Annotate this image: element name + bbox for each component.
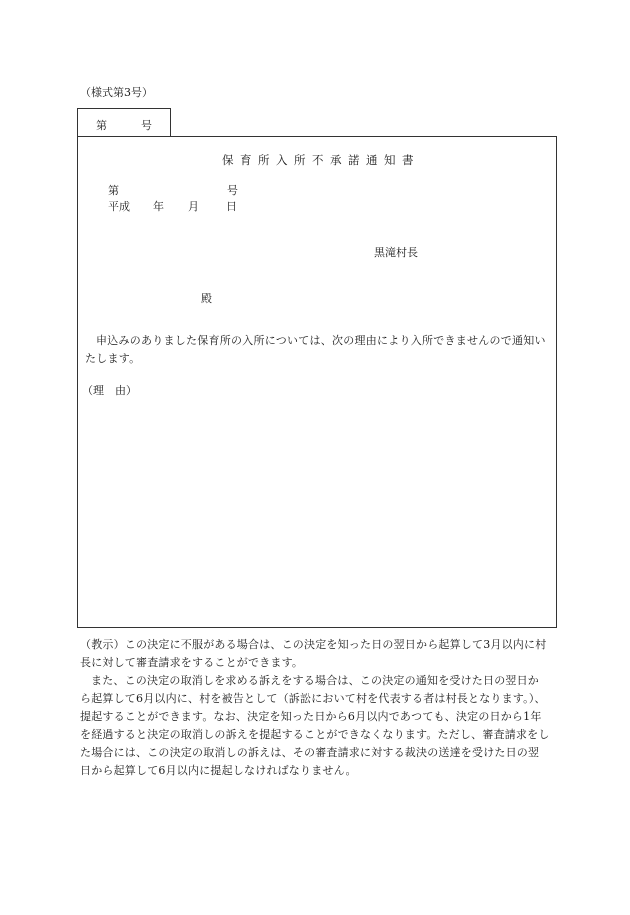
form-label: （様式第3号）	[80, 86, 153, 99]
date-day: 日	[226, 200, 237, 213]
number-line-prefix: 第	[108, 184, 119, 197]
reason-label: （理 由）	[82, 384, 137, 397]
date-month: 月	[188, 200, 199, 213]
number-box-suffix: 号	[141, 119, 152, 132]
number-box-prefix: 第	[96, 119, 107, 132]
instruction-paragraph-1: （教示）この決定に不服がある場合は、この決定を知った日の翌日から起算して3月以内に村長に対して審査請求をすることができます。	[80, 638, 547, 669]
notice-body: 申込みのありました保育所の入所については、次の理由により入所できませんので通知いたします。	[85, 334, 546, 365]
addressee-suffix: 殿	[201, 292, 212, 305]
document-title: 保育所入所不承諾通知書	[222, 153, 420, 167]
document-number-box	[77, 108, 171, 136]
instruction-paragraph-2: また、この決定の取消しを求める訴えをする場合は、この決定の通知を受けた日の翌日から起算して6月以内に、村を被告として（訴訟において村を代表する者は村長となります。）、提起することができます。なお、決定を知った日から6月以内であつても、決定の日から1年を経過すると決定の取消しの訴えを提起することができなくなります。ただし、審査請求をした場合には、この決定の取消しの訴えは、その審査請求に対する裁決の送達を受けた日の翌日から起算して6月以内に提起しなければなりません。	[80, 674, 550, 777]
date-year: 年	[153, 200, 164, 213]
notice-frame	[77, 136, 557, 628]
date-era: 平成	[108, 200, 130, 213]
issuer-name: 黒滝村長	[374, 246, 418, 259]
number-line-suffix: 号	[227, 184, 238, 197]
appeal-instructions	[80, 636, 550, 780]
